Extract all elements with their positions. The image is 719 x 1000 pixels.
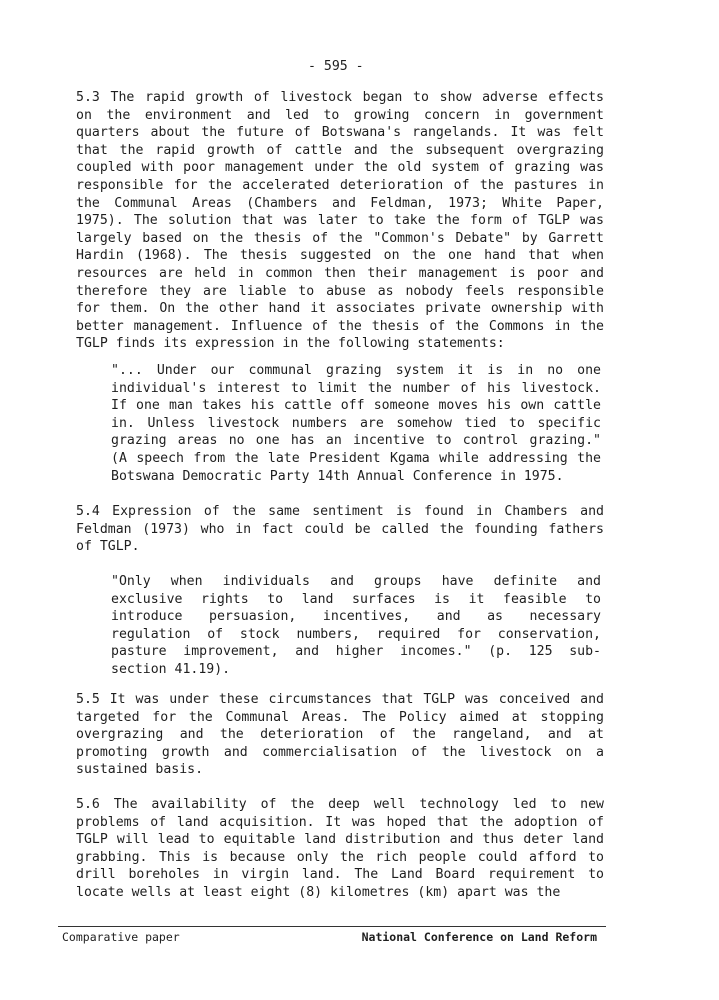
- text-line: promoting growth and commercialisation of the livestock on a: [76, 744, 604, 760]
- paragraph-5-6: [76, 796, 604, 902]
- text-line: 5.5 It was under these circumstances that TGLP was conceived and: [76, 692, 604, 707]
- quote-chambers-feldman: [111, 573, 601, 679]
- text-line: sustained basis.: [76, 762, 204, 778]
- text-line: introduce persuasion, incentives, and as necessary: [111, 609, 601, 625]
- quote-kgama-speech: [111, 362, 601, 485]
- paragraph-5-3: [76, 89, 604, 353]
- paragraph-5-5: [76, 691, 604, 779]
- footer-right-text: National Conference on Land Reform: [361, 930, 597, 944]
- text-line: targeted for the Communal Areas. The Policy aimed at stopping: [76, 709, 604, 725]
- text-line: better management. Influence of the thesis of the Commons in the: [76, 318, 604, 334]
- text-line: TGLP finds its expression in the following statements:: [76, 336, 505, 352]
- text-line: quarters about the future of Botswana's rangelands. It was felt: [76, 125, 604, 141]
- text-line: 5.4 Expression of the same sentiment is found in Chambers and: [76, 504, 604, 519]
- text-line: "Only when individuals and groups have definite and: [111, 574, 601, 589]
- text-line: coupled with poor management under the old system of grazing was: [76, 160, 604, 176]
- text-line: "... Under our communal grazing system it is in no one: [111, 363, 601, 378]
- text-line: problems of land acquisition. It was hoped that the adoption of: [76, 814, 604, 830]
- text-line: grazing areas no one has an incentive to control grazing.": [111, 433, 601, 449]
- text-line: pasture improvement, and higher incomes." (p. 125 sub-: [111, 644, 601, 660]
- footer-left-text: Comparative paper: [62, 930, 180, 944]
- footer-rule: [58, 926, 606, 927]
- text-line: Botswana Democratic Party 14th Annual Conference in 1975.: [111, 468, 564, 484]
- text-line: (A speech from the late President Kgama while addressing the: [111, 450, 601, 466]
- text-line: in. Unless livestock numbers are somehow tied to specific: [111, 415, 601, 431]
- text-line: that the rapid growth of cattle and the subsequent overgrazing: [76, 142, 604, 158]
- text-line: Hardin (1968). The thesis suggested on the one hand that when: [76, 248, 604, 264]
- text-line: drill boreholes in virgin land. The Land Board requirement to: [76, 867, 604, 883]
- text-line: of TGLP.: [76, 539, 140, 555]
- text-line: for them. On the other hand it associates private ownership with: [76, 301, 604, 317]
- text-line: individual's interest to limit the number of his livestock.: [111, 380, 601, 396]
- text-line: 5.6 The availability of the deep well technology led to new: [76, 797, 604, 812]
- text-line: section 41.19).: [111, 661, 231, 677]
- text-line: exclusive rights to land surfaces is it feasible to: [111, 591, 601, 607]
- text-line: responsible for the accelerated deterioration of the pastures in: [76, 177, 604, 193]
- text-line: 1975). The solution that was later to take the form of TGLP was: [76, 213, 604, 229]
- text-line: 5.3 The rapid growth of livestock began to show adverse effects: [76, 90, 604, 105]
- text-line: regulation of stock numbers, required for conservation,: [111, 626, 601, 642]
- text-line: TGLP will lead to equitable land distribution and thus deter land: [76, 832, 604, 848]
- text-line: the Communal Areas (Chambers and Feldman, 1973; White Paper,: [76, 195, 604, 211]
- text-line: Feldman (1973) who in fact could be called the founding fathers: [76, 521, 604, 537]
- text-line: on the environment and led to growing concern in government: [76, 107, 604, 123]
- text-line: locate wells at least eight (8) kilometres (km) apart was the: [76, 884, 561, 900]
- page-number: - 595 -: [308, 59, 364, 74]
- text-line: largely based on the thesis of the "Common's Debate" by Garrett: [76, 230, 604, 246]
- text-line: overgrazing and the deterioration of the rangeland, and at: [76, 727, 604, 743]
- text-line: therefore they are liable to abuse as nobody feels responsible: [76, 283, 604, 299]
- text-line: grabbing. This is because only the rich people could afford to: [76, 849, 604, 865]
- paragraph-5-4: [76, 503, 604, 556]
- text-line: If one man takes his cattle off someone moves his own cattle: [111, 398, 601, 414]
- text-line: resources are held in common then their management is poor and: [76, 265, 604, 281]
